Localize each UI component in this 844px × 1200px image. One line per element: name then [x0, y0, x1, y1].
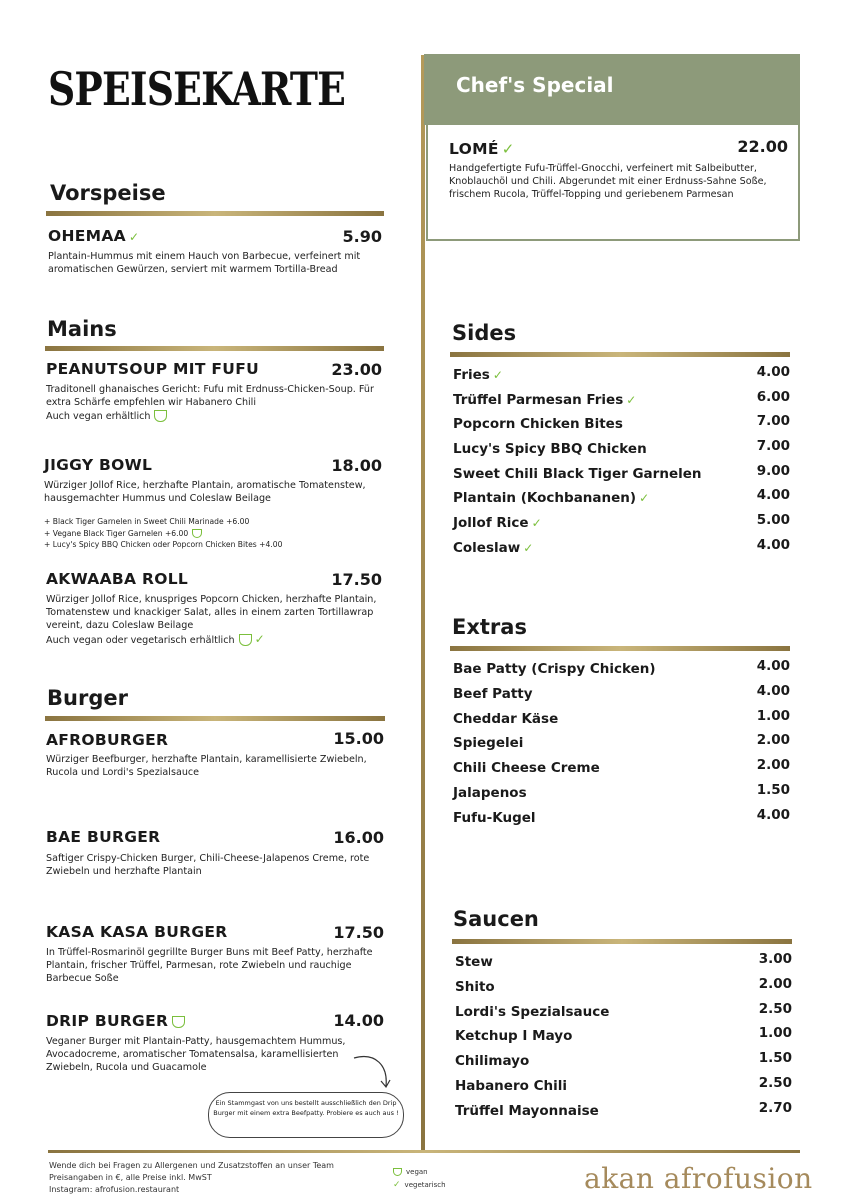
extras-list: [453, 658, 790, 832]
list-item: Spiegelei 2.00: [453, 732, 790, 752]
list-item: Jollof Rice ✓ 5.00: [453, 512, 790, 532]
item-name: PEANUTSOUP MIT FUFU: [46, 360, 259, 378]
chef-special-title: Chef's Special: [456, 73, 614, 97]
item-note: Auch vegan oder vegetarisch erhältlich ✓: [46, 632, 265, 646]
vegan-icon: [154, 410, 167, 422]
list-item: Jalapenos 1.50: [453, 781, 790, 801]
price-note: Preisangaben in €, alle Preise inkl. MwST: [49, 1173, 212, 1182]
item-price: 23.00: [331, 360, 382, 379]
vegetarian-icon: ✓: [523, 540, 534, 555]
item-name: JIGGY BOWL: [44, 456, 153, 474]
vegetarian-icon: ✓: [393, 1180, 401, 1190]
brand-logo: akan afrofusion: [584, 1162, 813, 1195]
item-description: In Trüffel-Rosmarinöl gegrillte Burger Buns mit Beef Patty, herzhafte Plantain, frischer Trüffel, Parmesan, rote Zwiebeln und rauchige Barbecue Soße: [46, 947, 373, 984]
item-name: KASA KASA BURGER: [46, 923, 228, 941]
footer-bar: [48, 1150, 800, 1153]
list-item: Bae Patty (Crispy Chicken) 4.00: [453, 658, 790, 677]
section-heading-sides: Sides: [452, 321, 517, 345]
saucen-list: [455, 951, 792, 1125]
item-description: Würziger Beefburger, herzhafte Plantain, karamellisierte Zwiebeln, Rucola und Lordi's Spezialsauce: [46, 754, 367, 778]
section-heading-saucen: Saucen: [453, 907, 539, 931]
list-item: Lordi's Spezialsauce 2.50: [455, 1000, 792, 1020]
item-name: AFROBURGER: [46, 731, 169, 749]
section-bar: [452, 939, 792, 944]
vegetarian-icon: ✓: [639, 491, 650, 506]
item-price: 22.00: [737, 137, 788, 156]
item-description: Handgefertigte Fufu-Trüffel-Gnocchi, verfeinert mit Salbeibutter, Knoblauchöl und Chili. Abgerundet mit einer Erdnuss-Sahne Soße, frischem Rucola, Trüffel-Topping und geriebenem Parmesan: [449, 163, 767, 200]
column-divider: [421, 55, 425, 1150]
list-item: Stew 3.00: [455, 951, 792, 970]
list-item: Popcorn Chicken Bites 7.00: [453, 413, 790, 433]
list-item: Coleslaw ✓ 4.00: [453, 536, 790, 556]
item-price: 18.00: [331, 456, 382, 475]
item-price: 17.50: [333, 923, 384, 942]
footer-info: [49, 1160, 334, 1196]
item-name: LOMÉ ✓: [449, 140, 515, 158]
section-bar: [45, 346, 384, 351]
extra-option: + Lucy's Spicy BBQ Chicken oder Popcorn Chicken Bites +4.00: [44, 540, 283, 549]
item-price: 14.00: [333, 1011, 384, 1030]
list-item: Beef Patty 4.00: [453, 682, 790, 702]
section-bar: [450, 646, 790, 651]
extra-option: + Black Tiger Garnelen in Sweet Chili Marinade +6.00: [44, 517, 250, 526]
list-item: Lucy's Spicy BBQ Chicken 7.00: [453, 438, 790, 458]
vegan-icon: [393, 1168, 402, 1176]
section-heading-vorspeise: Vorspeise: [50, 181, 166, 205]
list-item: Shito 2.00: [455, 975, 792, 995]
list-item: Trüffel Mayonnaise 2.70: [455, 1099, 792, 1119]
vegan-icon: [172, 1016, 185, 1028]
list-item: Habanero Chili 2.50: [455, 1074, 792, 1094]
item-description: Würziger Jollof Rice, knuspriges Popcorn Chicken, herzhafte Plantain, Tomatenstew und knackiger Salat, alles in einem zarten Tortillawrap vereint, dazu Coleslaw Beilage: [46, 594, 377, 631]
item-price: 16.00: [333, 828, 384, 847]
legend-vegan: vegan: [393, 1166, 446, 1179]
item-name: OHEMAA ✓: [48, 227, 140, 245]
section-bar: [45, 716, 385, 721]
vegetarian-icon: ✓: [254, 632, 265, 646]
vegan-icon: [192, 529, 202, 538]
section-bar: [450, 352, 790, 357]
curved-arrow-icon: [352, 1052, 394, 1092]
item-note: Auch vegan erhältlich: [46, 410, 167, 423]
item-price: 5.90: [342, 227, 382, 246]
item-description: Plantain-Hummus mit einem Hauch von Barbecue, verfeinert mit aromatischen Gewürzen, serviert mit warmem Tortilla-Bread: [48, 251, 361, 275]
extra-option: + Vegane Black Tiger Garnelen +6.00: [44, 528, 282, 540]
vegetarian-icon: ✓: [128, 230, 140, 244]
item-description: Veganer Burger mit Plantain-Patty, hausgemachtem Hummus, Avocadocreme, aromatischer Tomatensalsa, karamellisierten Zwiebeln, Rucola und Guacamole: [46, 1036, 346, 1073]
list-item: Ketchup I Mayo 1.00: [455, 1025, 792, 1045]
list-item: Chili Cheese Creme 2.00: [453, 757, 790, 777]
instagram-handle: Instagram: afrofusion.restaurant: [49, 1185, 180, 1194]
list-item: Sweet Chili Black Tiger Garnelen 9.00: [453, 462, 790, 482]
list-item: Chilimayo 1.50: [455, 1050, 792, 1070]
recommendation-bubble: Ein Stammgast von uns bestellt ausschließlich den Drip Burger mit einem extra Beefpatty. Probiere es auch aus !: [208, 1092, 404, 1138]
vegetarian-icon: ✓: [492, 368, 503, 382]
item-name: AKWAABA ROLL: [46, 570, 189, 588]
section-bar: [46, 211, 384, 216]
item-name: DRIP BURGER: [46, 1012, 185, 1030]
item-name: BAE BURGER: [46, 828, 161, 846]
item-description: Würziger Jollof Rice, herzhafte Plantain, aromatische Tomatenstew, hausgemachter Hummus und Coleslaw Beilage: [44, 480, 366, 504]
section-heading-burger: Burger: [47, 686, 128, 710]
page-title: SPEISEKARTE: [48, 62, 346, 116]
section-heading-extras: Extras: [452, 615, 527, 639]
vegetarian-icon: ✓: [501, 140, 515, 158]
vegetarian-icon: ✓: [531, 516, 542, 531]
item-price: 17.50: [331, 570, 382, 589]
list-item: Cheddar Käse 1.00: [453, 707, 790, 727]
item-description: Traditonell ghanaisches Gericht: Fufu mit Erdnuss-Chicken-Soup. Für extra Schärfe empfehlen wir Habanero Chili: [46, 384, 374, 408]
item-price: 15.00: [333, 729, 384, 748]
item-description: Saftiger Crispy-Chicken Burger, Chili-Cheese-Jalapenos Creme, rote Zwiebeln und herzhafte Plantain: [46, 853, 370, 877]
item-extras: [44, 516, 282, 551]
legend-vegetarian: ✓ vegetarisch: [393, 1180, 446, 1190]
list-item: Plantain (Kochbananen) ✓ 4.00: [453, 487, 790, 507]
list-item: Trüffel Parmesan Fries ✓ 6.00: [453, 388, 790, 408]
sides-list: [453, 364, 790, 562]
list-item: Fufu-Kugel 4.00: [453, 806, 790, 826]
vegan-icon: [239, 634, 252, 646]
section-heading-mains: Mains: [47, 317, 117, 341]
list-item: Fries ✓ 4.00: [453, 364, 790, 383]
allergen-note: Wende dich bei Fragen zu Allergenen und Zusatzstoffen an unser Team: [49, 1161, 334, 1170]
vegetarian-icon: ✓: [626, 392, 637, 407]
legend: [393, 1166, 446, 1192]
